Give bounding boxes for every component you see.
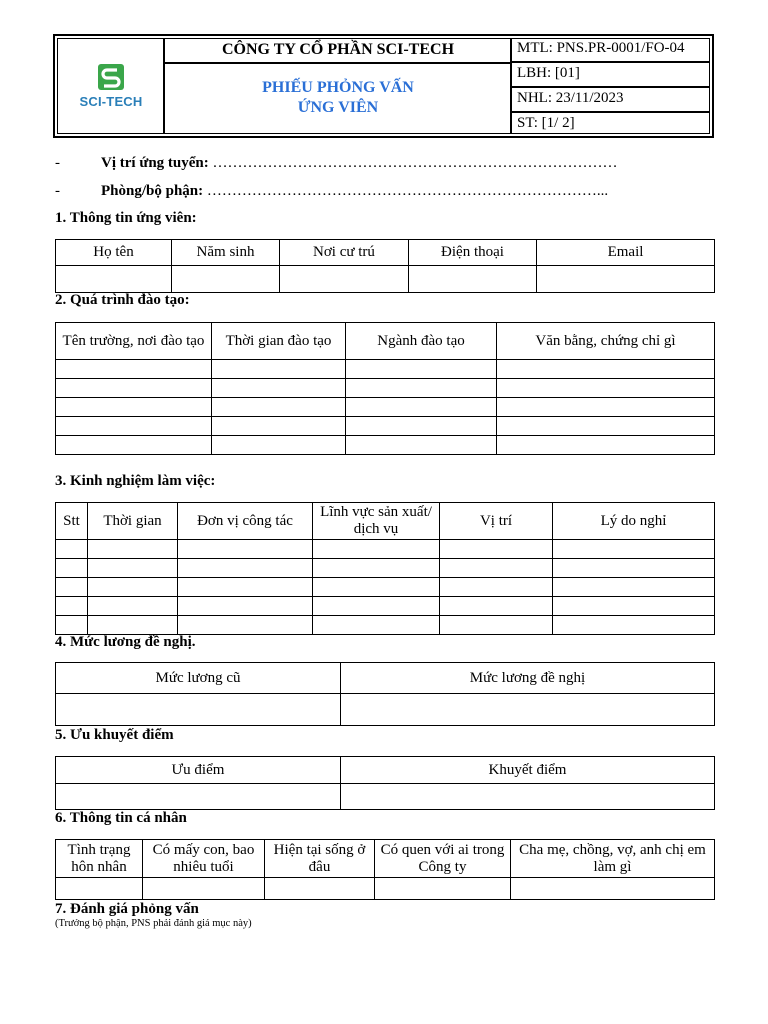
input-cell[interactable]: [56, 784, 341, 810]
field-department[interactable]: [55, 183, 608, 200]
input-cell[interactable]: [143, 878, 265, 900]
table-header-cell: Lĩnh vực sản xuất/ dịch vụ: [313, 503, 440, 540]
section-title-salary: 4. Mức lương đề nghị.: [55, 634, 196, 650]
table-header-cell: Ngành đào tạo: [346, 323, 497, 360]
input-cell[interactable]: [212, 436, 346, 455]
input-cell[interactable]: [88, 578, 178, 597]
table-experience: [55, 502, 715, 635]
table-row: [56, 616, 715, 635]
input-cell[interactable]: [178, 559, 313, 578]
company-name: CÔNG TY CỔ PHẦN SCI-TECH: [221, 41, 455, 58]
input-cell[interactable]: [56, 578, 88, 597]
table-header-cell: Văn bằng, chứng chỉ gì: [497, 323, 715, 360]
table-header-cell: Email: [537, 240, 715, 266]
form-title-line2: ỨNG VIÊN: [297, 99, 379, 116]
table-header-cell: Lý do nghỉ: [553, 503, 715, 540]
table-header-cell: Năm sinh: [172, 240, 280, 266]
input-cell[interactable]: [56, 540, 88, 559]
table-header-cell: Thời gian đào tạo: [212, 323, 346, 360]
input-cell[interactable]: [56, 417, 212, 436]
input-cell[interactable]: [88, 540, 178, 559]
table-header-cell: Ưu điểm: [56, 757, 341, 784]
table-candidate-info: [55, 239, 715, 293]
table-row: [56, 694, 715, 726]
table-row: [56, 540, 715, 559]
input-cell[interactable]: [88, 559, 178, 578]
input-cell[interactable]: [553, 559, 715, 578]
input-cell[interactable]: [56, 559, 88, 578]
input-cell[interactable]: [212, 360, 346, 379]
table-row: [56, 417, 715, 436]
table-strengths-weaknesses: [55, 756, 715, 810]
field-label: Phòng/bộ phận:: [101, 183, 204, 199]
doc-code: MTL: PNS.PR-0001/FO-04: [517, 40, 685, 56]
table-header-cell: Mức lương cũ: [56, 663, 341, 694]
input-cell[interactable]: [497, 436, 715, 455]
input-cell[interactable]: [346, 398, 497, 417]
table-header-cell: Đơn vị công tác: [178, 503, 313, 540]
table-header-cell: Tên trường, nơi đào tạo: [56, 323, 212, 360]
input-cell[interactable]: [497, 360, 715, 379]
table-header-cell: Có mấy con, bao nhiêu tuổi: [143, 840, 265, 878]
table-row: [56, 398, 715, 417]
table-header-cell: Cha mẹ, chồng, vợ, anh chị em làm gì: [511, 840, 715, 878]
page-number: ST: [1/ 2]: [517, 115, 575, 131]
input-cell[interactable]: [212, 379, 346, 398]
input-cell[interactable]: [56, 878, 143, 900]
table-row: [56, 597, 715, 616]
table-header-cell: Có quen với ai trong Công ty: [375, 840, 511, 878]
input-cell[interactable]: [440, 597, 553, 616]
logo-text: SCI-TECH: [79, 93, 143, 109]
input-cell[interactable]: [313, 597, 440, 616]
field-dash: -: [55, 183, 60, 199]
table-row: [56, 878, 715, 900]
evaluation-note: (Trưởng bộ phận, PNS phải đánh giá mục này): [55, 918, 252, 929]
input-cell[interactable]: [88, 597, 178, 616]
form-title-line1: PHIẾU PHỎNG VẤN: [262, 79, 414, 96]
input-cell[interactable]: [56, 436, 212, 455]
input-cell[interactable]: [56, 360, 212, 379]
input-cell[interactable]: [409, 266, 537, 293]
input-cell[interactable]: [511, 878, 715, 900]
table-header-cell: Nơi cư trú: [280, 240, 409, 266]
input-cell[interactable]: [178, 578, 313, 597]
input-cell[interactable]: [440, 540, 553, 559]
section-title-education: 2. Quá trình đào tạo:: [55, 292, 190, 308]
table-header-cell: Khuyết điểm: [341, 757, 715, 784]
input-cell[interactable]: [341, 694, 715, 726]
company-logo: [60, 41, 162, 131]
field-dots: ……………………………………………………………………...: [203, 183, 609, 199]
input-cell[interactable]: [56, 398, 212, 417]
input-cell[interactable]: [178, 597, 313, 616]
field-label: Vị trí ứng tuyển:: [101, 155, 209, 171]
table-personal-info: [55, 839, 715, 900]
input-cell[interactable]: [341, 784, 715, 810]
table-header-cell: Thời gian: [88, 503, 178, 540]
table-row: [56, 559, 715, 578]
input-cell[interactable]: [553, 616, 715, 635]
input-cell[interactable]: [497, 398, 715, 417]
table-header-cell: Mức lương đề nghị: [341, 663, 715, 694]
input-cell[interactable]: [553, 597, 715, 616]
section-title-candidate-info: 1. Thông tin ứng viên:: [55, 210, 197, 226]
sci-tech-logo-icon: [98, 64, 124, 90]
input-cell[interactable]: [88, 616, 178, 635]
issue-number: LBH: [01]: [517, 65, 580, 81]
input-cell[interactable]: [346, 379, 497, 398]
input-cell[interactable]: [313, 578, 440, 597]
input-cell[interactable]: [313, 616, 440, 635]
input-cell[interactable]: [56, 266, 172, 293]
table-row: [56, 436, 715, 455]
input-cell[interactable]: [497, 417, 715, 436]
table-row: [56, 784, 715, 810]
table-header-cell: Vị trí: [440, 503, 553, 540]
table-row: [56, 578, 715, 597]
field-dash: -: [55, 155, 60, 171]
field-position[interactable]: [55, 155, 618, 172]
table-salary: [55, 662, 715, 726]
input-cell[interactable]: [440, 559, 553, 578]
table-header-cell: Điện thoại: [409, 240, 537, 266]
table-row: [56, 266, 715, 293]
input-cell[interactable]: [212, 417, 346, 436]
input-cell[interactable]: [265, 878, 375, 900]
table-header-cell: Stt: [56, 503, 88, 540]
input-cell[interactable]: [56, 597, 88, 616]
input-cell[interactable]: [346, 436, 497, 455]
table-education: [55, 322, 715, 455]
input-cell[interactable]: [346, 417, 497, 436]
section-title-experience: 3. Kinh nghiệm làm việc:: [55, 473, 216, 489]
input-cell[interactable]: [537, 266, 715, 293]
input-cell[interactable]: [497, 379, 715, 398]
input-cell[interactable]: [440, 578, 553, 597]
input-cell[interactable]: [280, 266, 409, 293]
table-header-cell: Họ tên: [56, 240, 172, 266]
input-cell[interactable]: [313, 540, 440, 559]
input-cell[interactable]: [553, 578, 715, 597]
input-cell[interactable]: [440, 616, 553, 635]
input-cell[interactable]: [172, 266, 280, 293]
field-dots: ………………………………………………………………………: [208, 155, 618, 171]
input-cell[interactable]: [56, 616, 88, 635]
section-title-evaluation: 7. Đánh giá phỏng vấn: [55, 901, 199, 917]
input-cell[interactable]: [178, 540, 313, 559]
input-cell[interactable]: [313, 559, 440, 578]
input-cell[interactable]: [178, 616, 313, 635]
effective-date: NHL: 23/11/2023: [517, 90, 624, 106]
section-title-personal-info: 6. Thông tin cá nhân: [55, 810, 187, 826]
table-row: [56, 360, 715, 379]
table-header-cell: Tình trạng hôn nhân: [56, 840, 143, 878]
input-cell[interactable]: [212, 398, 346, 417]
form-title: [165, 78, 511, 118]
section-title-strengths-weaknesses: 5. Ưu khuyết điểm: [55, 727, 174, 743]
input-cell[interactable]: [553, 540, 715, 559]
input-cell[interactable]: [56, 694, 341, 726]
table-row: [56, 379, 715, 398]
table-header-cell: Hiện tại sống ở đâu: [265, 840, 375, 878]
input-cell[interactable]: [375, 878, 511, 900]
input-cell[interactable]: [346, 360, 497, 379]
input-cell[interactable]: [56, 379, 212, 398]
